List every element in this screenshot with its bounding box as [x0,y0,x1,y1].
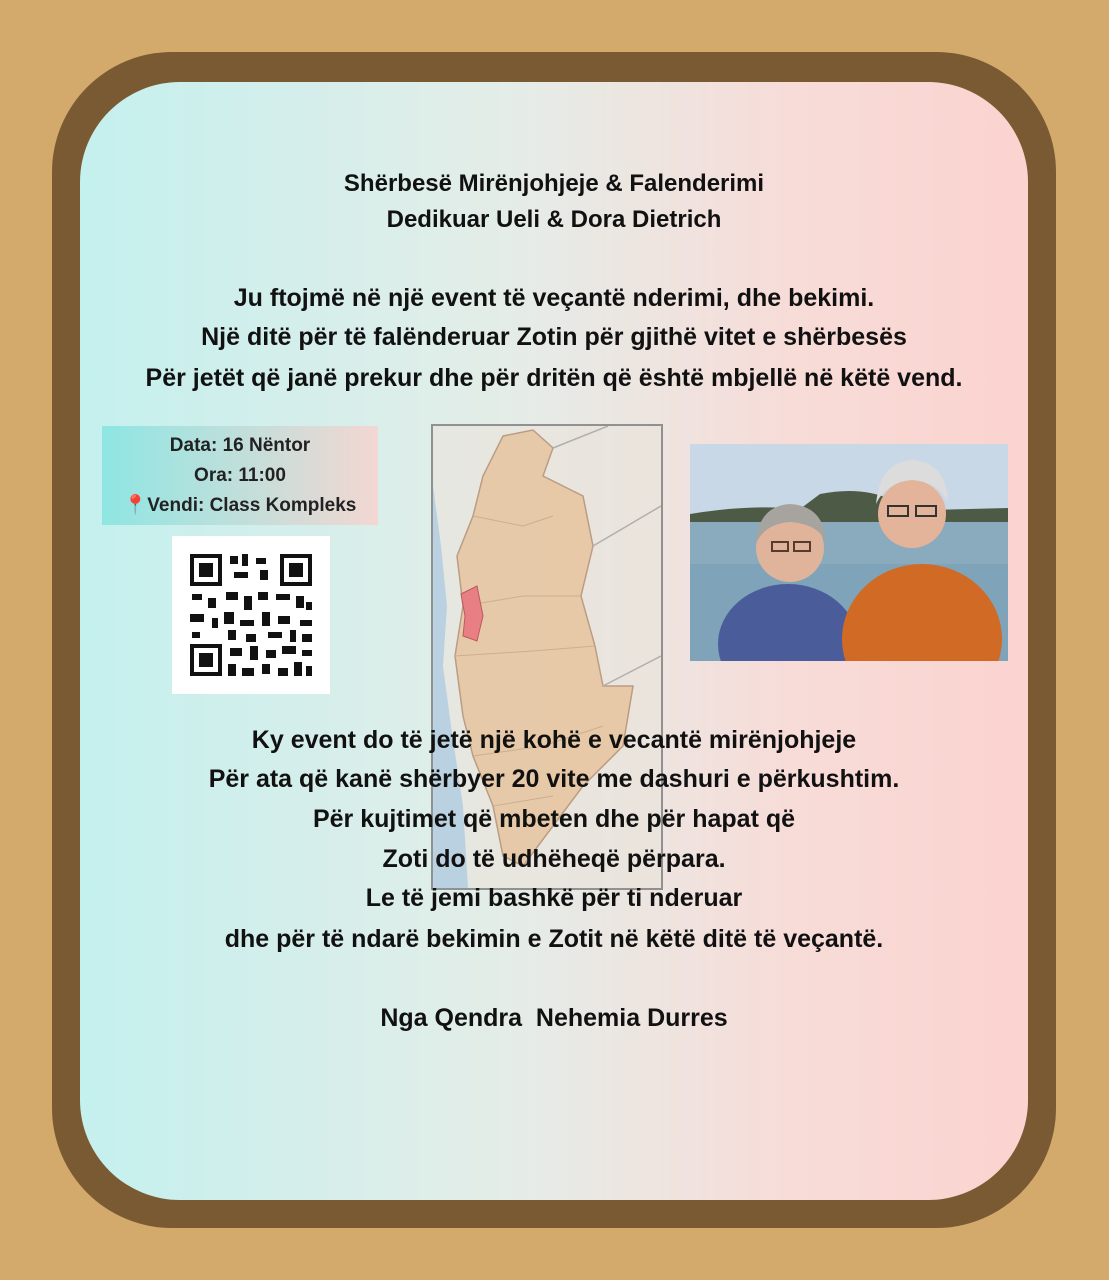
body-line-1: Ky event do të jetë një kohë e vecantë mirënjohjeje [251,726,857,754]
event-time: Ora: 11:00 [194,465,286,486]
event-venue: Vendi: Class Kompleks [147,495,357,516]
intro-line-2: Një ditë për të falënderuar Zotin për gjithë vitet e shërbesës [201,323,907,351]
pin-icon: 📍 [123,495,148,516]
body-line-4: Zoti do të udhëheqë përpara. [382,845,726,873]
body-line-3: Për kujtimet që mbeten dhe për hapat që [312,805,796,833]
body-line-5: Le të jemi bashkë për ti nderuar [365,884,743,912]
body-line-6: dhe për të ndarë bekimin e Zotit në këtë ditë të veçantë. [224,925,884,953]
qr-code[interactable] [172,536,330,694]
invitation-card [80,82,1028,1200]
event-date: Data: 16 Nëntor [169,435,311,456]
signature: Nga Qendra Nehemia Durres [380,1004,728,1032]
heading-title: Shërbesë Mirënjohjeje & Falenderimi [343,170,765,197]
heading-dedication: Dedikuar Ueli & Dora Dietrich [386,206,722,233]
body-line-2: Për ata që kanë shërbyer 20 vite me dashuri e përkushtim. [208,765,900,793]
intro-line-3: Për jetët që janë prekur dhe për dritën që është mbjellë në këtë vend. [145,364,963,392]
couple-photo [690,444,1008,661]
intro-line-1: Ju ftojmë në një event të veçantë nderimi, dhe bekimi. [233,284,875,312]
event-details [102,426,378,525]
